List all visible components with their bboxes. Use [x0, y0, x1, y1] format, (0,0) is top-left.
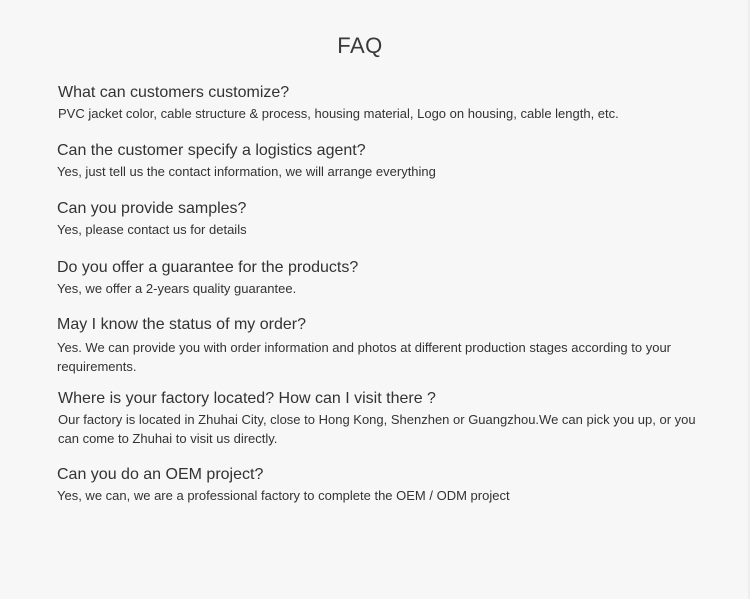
faq-answer: Yes, we offer a 2-years quality guarantee.	[57, 281, 297, 296]
faq-item	[57, 466, 707, 505]
faq-answer: Yes, we can, we are a professional factory to complete the OEM / ODM project	[57, 488, 510, 503]
faq-question: Can you do an OEM project?	[57, 466, 264, 483]
faq-question: Where is your factory located? How can I visit there ?	[58, 390, 436, 407]
faq-answer: PVC jacket color, cable structure & process, housing material, Logo on housing, cable length, etc.	[58, 106, 619, 121]
faq-answer: Yes, please contact us for details	[57, 222, 247, 237]
faq-answer: Yes. We can provide you with order information and photos at different production stages according to your requirements.	[57, 340, 672, 374]
faq-item	[58, 390, 708, 448]
faq-answer: Yes, just tell us the contact information, we will arrange everything	[57, 164, 436, 179]
faq-item	[57, 316, 702, 376]
faq-item	[57, 259, 707, 298]
faq-question: May I know the status of my order?	[57, 316, 306, 333]
page-title: FAQ	[337, 33, 383, 58]
faq-item	[58, 84, 708, 123]
faq-question: Can the customer specify a logistics agent?	[57, 142, 366, 159]
faq-answer: Our factory is located in Zhuhai City, close to Hong Kong, Shenzhen or Guangzhou.We can pick you up, or you can come to Zhuhai to visit us directly.	[58, 412, 696, 446]
faq-question: What can customers customize?	[58, 84, 290, 101]
faq-question: Can you provide samples?	[57, 200, 247, 217]
faq-item	[57, 200, 707, 239]
faq-item	[57, 142, 707, 181]
faq-question: Do you offer a guarantee for the products?	[57, 259, 359, 276]
